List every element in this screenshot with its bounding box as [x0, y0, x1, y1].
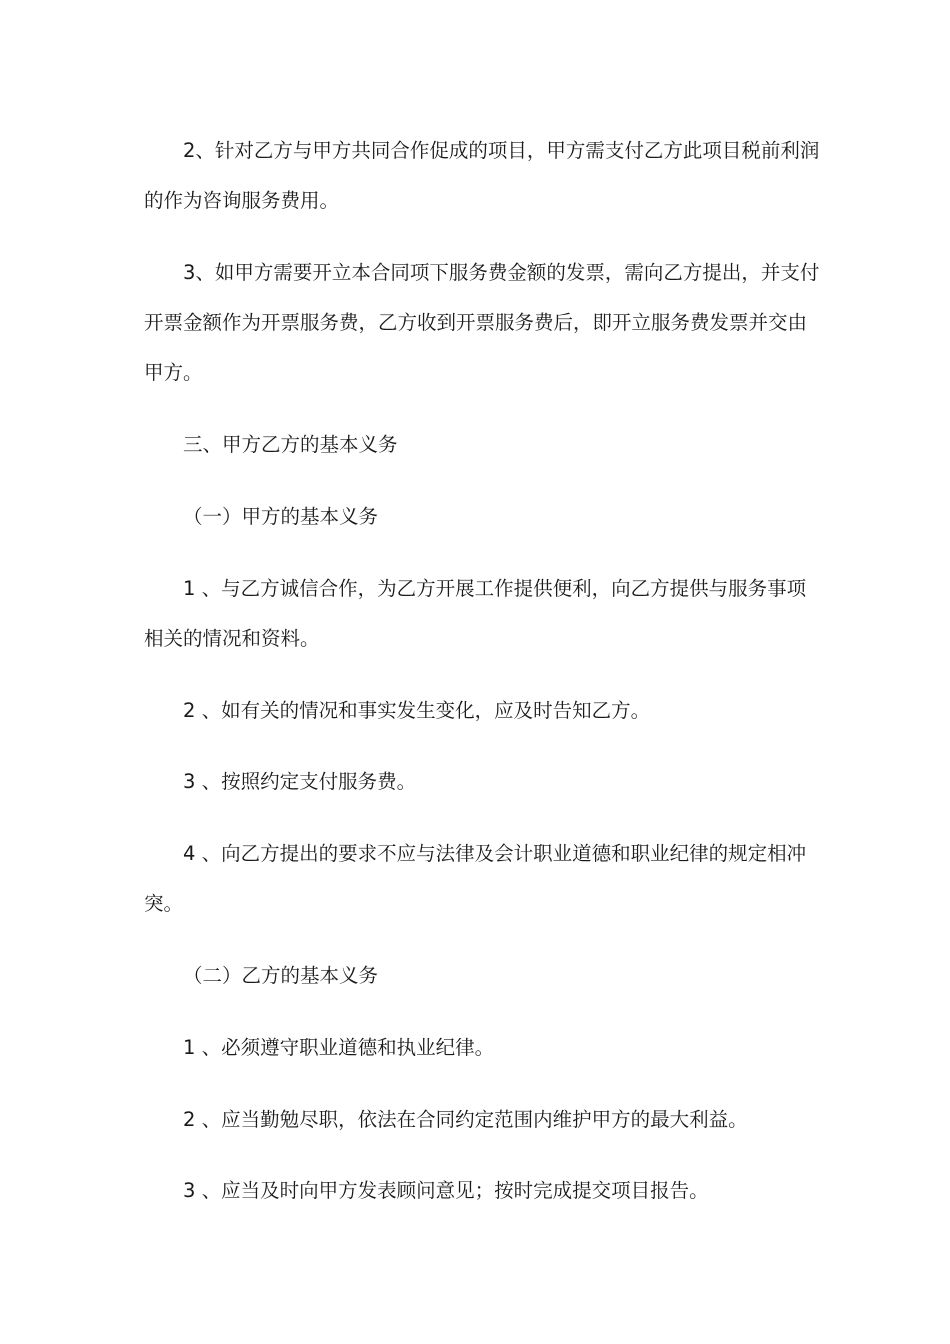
paragraph-party-a-item-4	[144, 829, 814, 929]
paragraph-party-a-item-1	[144, 564, 814, 664]
paragraph-line: 1 、与乙方诚信合作，为乙方开展工作提供便利，向乙方提供与服务事项	[183, 577, 807, 600]
paragraph-service-fee-clause-2	[144, 126, 820, 226]
section-heading-basic-obligations	[144, 420, 814, 470]
heading-line: （一）甲方的基本义务	[183, 505, 379, 528]
paragraph-line: 2 、如有关的情况和事实发生变化，应及时告知乙方。	[183, 699, 651, 722]
paragraph-party-b-item-3	[144, 1166, 814, 1216]
paragraph-line: 甲方。	[144, 361, 203, 384]
paragraph-party-b-item-2	[144, 1095, 814, 1145]
paragraph-line: 3 、应当及时向甲方发表顾问意见；按时完成提交项目报告。	[183, 1179, 709, 1202]
paragraph-line: 2、针对乙方与甲方共同合作促成的项目，甲方需支付乙方此项目税前利润	[183, 139, 820, 162]
paragraph-party-a-item-3	[144, 757, 814, 807]
paragraph-invoice-clause-3	[144, 248, 820, 398]
paragraph-line: 相关的情况和资料。	[144, 627, 320, 650]
subsection-heading-party-b	[144, 951, 814, 1001]
paragraph-line: 3 、按照约定支付服务费。	[183, 770, 417, 793]
paragraph-line: 的作为咨询服务费用。	[144, 189, 340, 212]
subsection-heading-party-a	[144, 492, 814, 542]
paragraph-line: 突。	[144, 892, 184, 915]
paragraph-party-a-item-2	[144, 686, 814, 736]
heading-line: 三、甲方乙方的基本义务	[183, 433, 398, 456]
paragraph-line: 1 、必须遵守职业道德和执业纪律。	[183, 1036, 495, 1059]
heading-line: （二）乙方的基本义务	[183, 964, 379, 987]
paragraph-line: 3、如甲方需要开立本合同项下服务费金额的发票，需向乙方提出，并支付	[183, 261, 820, 284]
paragraph-party-b-item-1	[144, 1023, 814, 1073]
paragraph-line: 2 、应当勤勉尽职，依法在合同约定范围内维护甲方的最大利益。	[183, 1108, 748, 1131]
paragraph-line: 开票金额作为开票服务费，乙方收到开票服务费后，即开立服务费发票并交由	[144, 311, 808, 334]
paragraph-line: 4 、向乙方提出的要求不应与法律及会计职业道德和职业纪律的规定相冲	[183, 842, 807, 865]
